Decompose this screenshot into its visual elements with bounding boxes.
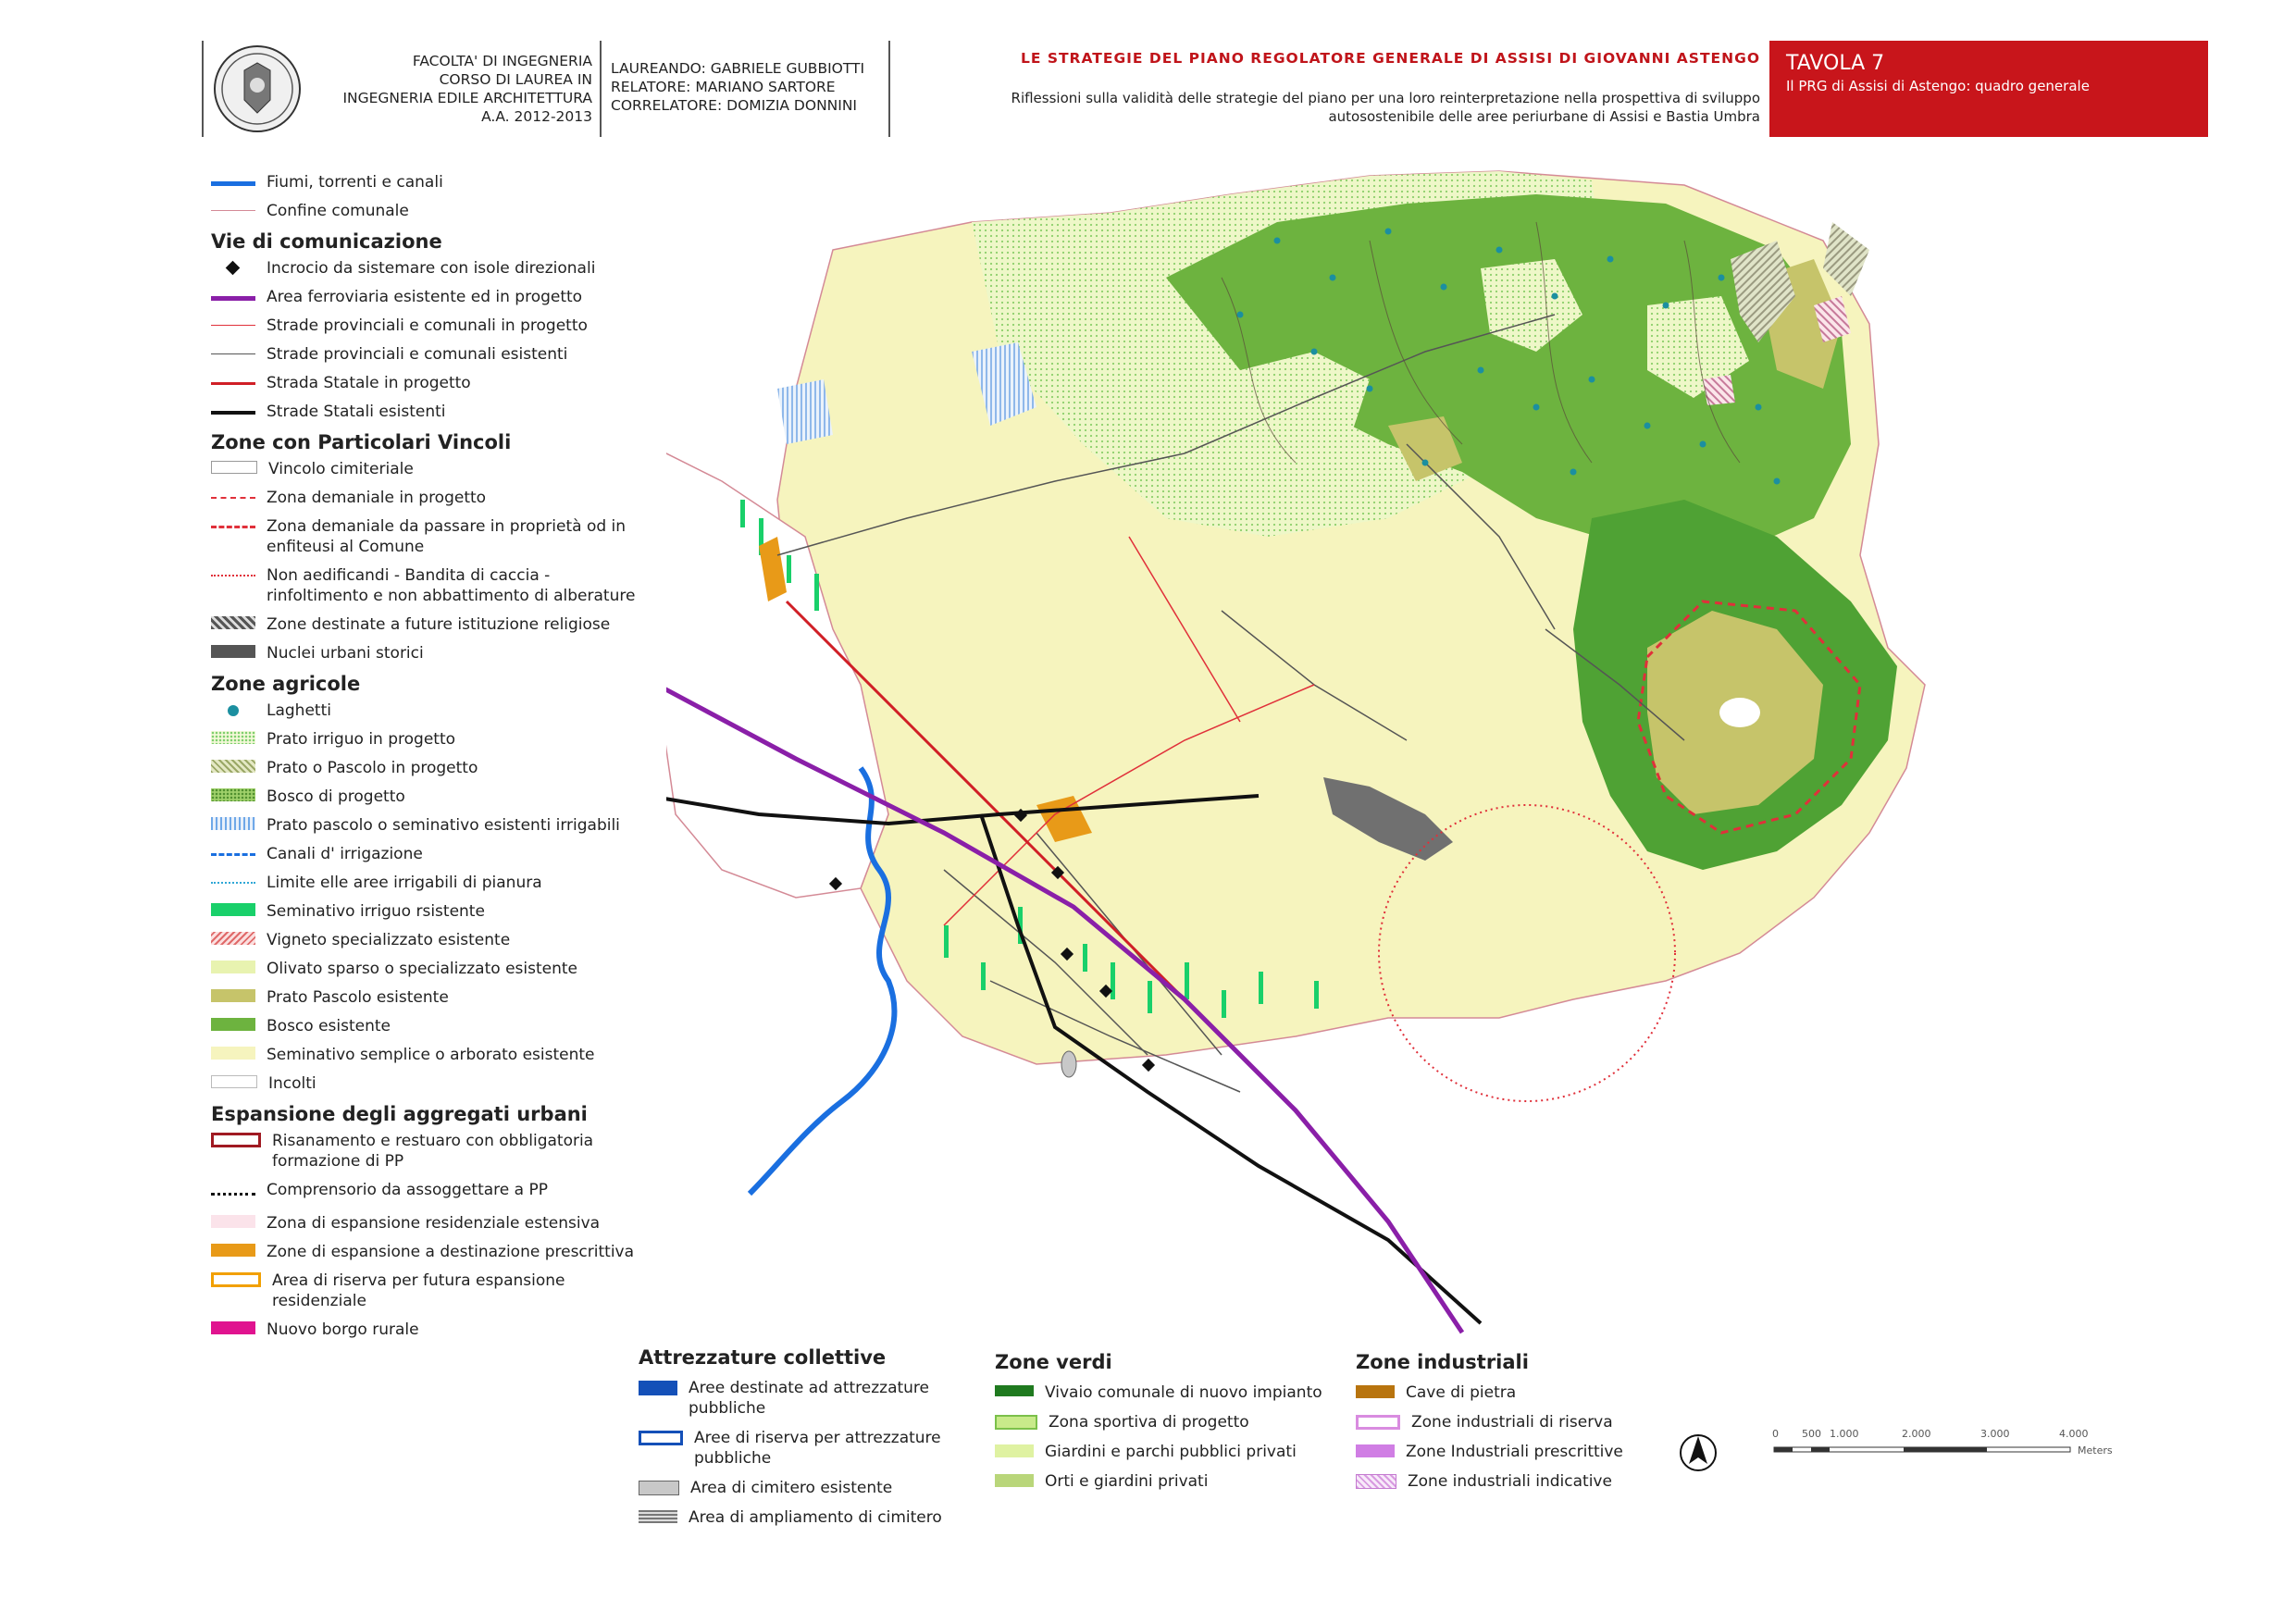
tavola-number: TAVOLA 7 [1786, 52, 1885, 75]
legend-item: Aree di riserva per attrezzature pubbliche [639, 1428, 972, 1469]
page-title: LE STRATEGIE DEL PIANO REGOLATORE GENERALE DI ASSISI DI GIOVANNI ASTENGO [1020, 50, 1760, 67]
legend-item: Zone Industriali prescrittive [1356, 1442, 1689, 1462]
legend-item: Confine comunale [211, 201, 637, 221]
legend-item: Cave di pietra [1356, 1382, 1689, 1403]
legend-item: Area di riserva per futura espansione residenziale [211, 1271, 637, 1311]
legend-item: Fiumi, torrenti e canali [211, 172, 637, 192]
prg-map [666, 167, 1999, 1370]
faculty-line: A.A. 2012-2013 [481, 108, 592, 125]
people-block [611, 59, 864, 115]
legend-item: Bosco esistente [211, 1016, 637, 1036]
subtitle-line: Riflessioni sulla validità delle strategie del piano per una loro reinterpretazione nella prospettiva di sviluppo [1011, 90, 1760, 106]
legend-item: Prato o Pascolo in progetto [211, 758, 637, 778]
cimitero-area [1061, 1051, 1076, 1077]
legend-item: Vincolo cimiteriale [211, 459, 637, 479]
incolto-patch [1719, 698, 1760, 727]
legend-zone-industriali [1356, 1351, 1689, 1501]
legend-item: Vigneto specializzato esistente [211, 930, 637, 950]
header-divider [600, 41, 602, 137]
legend-item: Nuovo borgo rurale [211, 1320, 637, 1340]
header-divider [202, 41, 204, 137]
scale-bar-graphic [1772, 1443, 2096, 1457]
scale-tick: 4.000 [2059, 1428, 2089, 1440]
legend-item: Aree destinate ad attrezzature pubbliche [639, 1378, 972, 1419]
legend-item: Orti e giardini privati [995, 1471, 1328, 1492]
tavola-subtitle: Il PRG di Assisi di Astengo: quadro generale [1786, 78, 2090, 94]
legend-item: Zona demaniale in progetto [211, 488, 637, 508]
legend-item: Area ferroviaria esistente ed in progetto [211, 287, 637, 307]
coadvisor-line: CORRELATORE: DOMIZIA DONNINI [611, 97, 857, 114]
header-divider [888, 41, 890, 137]
scale-tick: 2.000 [1902, 1428, 1931, 1440]
legend-item: Zona demaniale da passare in proprietà od in enfiteusi al Comune [211, 516, 637, 557]
legend-zone-verdi [995, 1351, 1328, 1501]
legend-item: Zone destinate a future istituzione religiose [211, 614, 637, 635]
legend-item: Area di ampliamento di cimitero [639, 1507, 972, 1528]
legend-item: Zona di espansione residenziale estensiva [211, 1213, 637, 1233]
legend-heading: Zone industriali [1356, 1351, 1529, 1373]
legend-item: Vivaio comunale di nuovo impianto [995, 1382, 1328, 1403]
legend-heading: Zone agricole [211, 673, 361, 695]
scale-bar [1772, 1428, 2124, 1483]
legend-heading: Espansione degli aggregati urbani [211, 1103, 588, 1125]
scale-tick: 3.000 [1980, 1428, 2010, 1440]
faculty-block [320, 52, 592, 126]
legend-item: Giardini e parchi pubblici privati [995, 1442, 1328, 1462]
legend-heading: Attrezzature collettive [639, 1346, 887, 1369]
legend-item: Zone industriali di riserva [1356, 1412, 1689, 1432]
legend-item: Seminativo semplice o arborato esistente [211, 1045, 637, 1065]
legend-item: Strade provinciali e comunali in progetto [211, 316, 637, 336]
legend-item: Non aedificandi - Bandita di caccia - rinfoltimento e non abbattimento di alberature [211, 565, 637, 606]
map-legend [211, 172, 637, 1348]
advisor-line: RELATORE: MARIANO SARTORE [611, 79, 836, 95]
scale-tick: 0 [1772, 1428, 1779, 1440]
legend-item: Seminativo irriguo rsistente [211, 901, 637, 922]
subtitle-line: autosostenibile delle aree periurbane di Assisi e Bastia Umbra [1328, 108, 1760, 125]
legend-item: Incolti [211, 1073, 637, 1094]
page-subtitle [907, 89, 1760, 126]
legend-item: Area di cimitero esistente [639, 1478, 972, 1498]
legend-item: Incrocio da sistemare con isole direzionali [211, 258, 637, 279]
north-arrow-icon [1680, 1432, 1717, 1473]
legend-item: Strade provinciali e comunali esistenti [211, 344, 637, 365]
faculty-line: INGEGNERIA EDILE ARCHITETTURA [342, 90, 592, 106]
legend-item: Prato Pascolo esistente [211, 987, 637, 1008]
scale-tick: 500 [1802, 1428, 1821, 1440]
legend-item: Laghetti [211, 700, 637, 721]
legend-heading: Zone verdi [995, 1351, 1112, 1373]
scale-tick: 1.000 [1830, 1428, 1859, 1440]
tavola-box [1769, 41, 2208, 137]
legend-heading: Vie di comunicazione [211, 230, 442, 253]
legend-item: Prato irriguo in progetto [211, 729, 637, 750]
legend-item: Nuclei urbani storici [211, 643, 637, 663]
legend-item: Canali d' irrigazione [211, 844, 637, 864]
university-seal-icon [204, 43, 311, 135]
legend-item: Limite elle aree irrigabili di pianura [211, 873, 637, 893]
legend-item: Olivato sparso o specializzato esistente [211, 959, 637, 979]
faculty-line: CORSO DI LAUREA IN [439, 71, 592, 88]
legend-item: Zone di espansione a destinazione prescrittiva [211, 1242, 637, 1262]
legend-item: Prato pascolo o seminativo esistenti irrigabili [211, 815, 637, 836]
legend-item: Comprensorio da assoggettare a PP [211, 1180, 637, 1200]
legend-item: Strade Statali esistenti [211, 402, 637, 422]
legend-attrezzature [639, 1346, 972, 1537]
faculty-line: FACOLTA' DI INGEGNERIA [412, 53, 592, 69]
legend-item: Bosco di progetto [211, 787, 637, 807]
legend-item: Zone industriali indicative [1356, 1471, 1689, 1492]
legend-item: Risanamento e restuaro con obbligatoria formazione di PP [211, 1131, 637, 1172]
student-line: LAUREANDO: GABRIELE GUBBIOTTI [611, 60, 865, 77]
legend-item: Zona sportiva di progetto [995, 1412, 1328, 1432]
legend-heading: Zone con Particolari Vincoli [211, 431, 512, 453]
scale-unit: Meters [2078, 1444, 2113, 1457]
legend-item: Strada Statale in progetto [211, 373, 637, 393]
